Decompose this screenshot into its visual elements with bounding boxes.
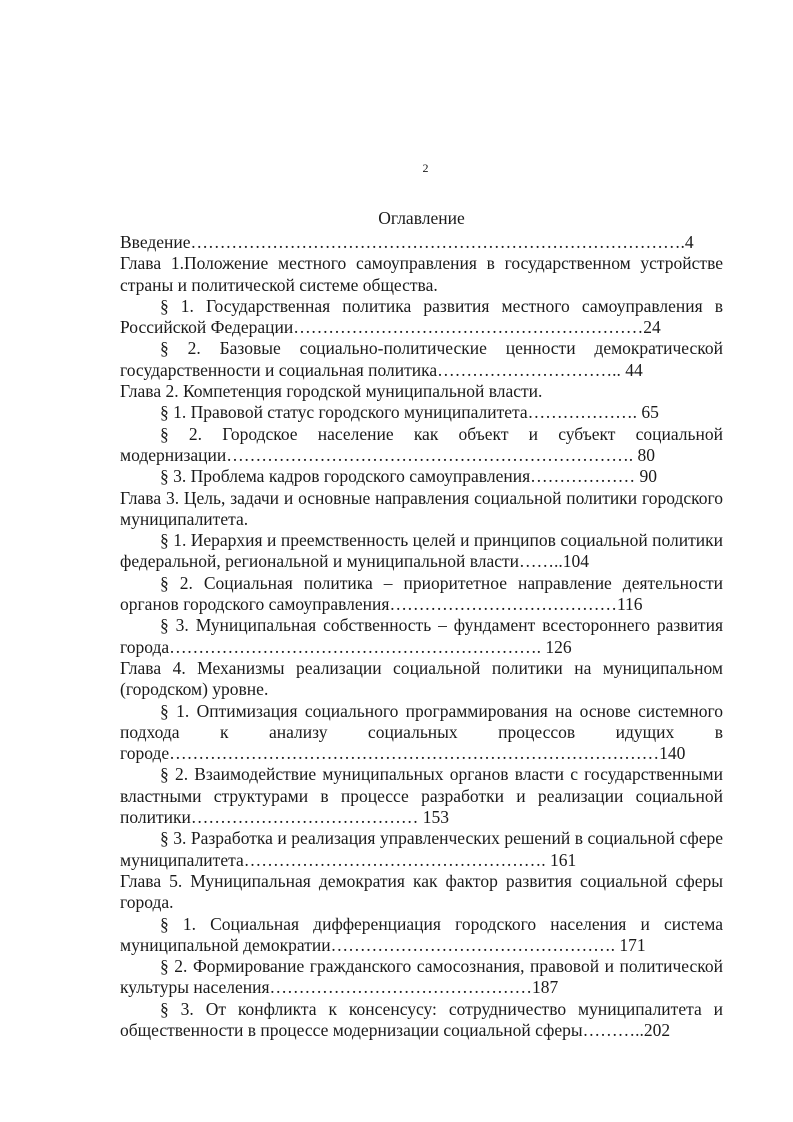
toc-entry-section: § 3. От конфликта к консенсусу: сотрудничество муниципалитета и общественности в процессе модернизации социальной сферы………..202 — [120, 998, 723, 1040]
table-of-contents — [120, 232, 723, 1041]
toc-entry-section: § 1. Социальная дифференциация городского населения и система муниципальной демократии…………………………………………. 171 — [120, 913, 723, 955]
toc-entry-section: § 3. Муниципальная собственность – фундамент всестороннего развития города………………………………………………………. 126 — [120, 615, 723, 657]
toc-entry-section: § 1. Иерархия и преемственность целей и принципов социальной политики федеральной, региональной и муниципальной власти……..104 — [120, 530, 723, 572]
toc-entry-section: § 2. Социальная политика – приоритетное направление деятельности органов городского самоуправления…………………………………116 — [120, 572, 723, 615]
toc-entry-section: § 2. Взаимодействие муниципальных органов власти с государственными властными структурами в процессе разработки и реализации социальной политики………………………………… 153 — [120, 764, 723, 828]
toc-entry-section: § 3. Проблема кадров городского самоуправления……………… 90 — [160, 466, 657, 487]
toc-entry-section: § 2. Базовые социально-политические ценности демократической государственности и социальная политика………………………….. 44 — [120, 338, 723, 380]
toc-entry-introduction: Введение………………………………………………………………………….4 — [120, 232, 694, 252]
toc-entry-section: § 2. Формирование гражданского самосознания, правовой и политической культуры населения………………………………………187 — [120, 956, 723, 998]
toc-entry-chapter-4: Глава 4. Механизмы реализации социальной политики на муниципальном (городском) уровне. — [120, 657, 723, 700]
toc-entry-chapter-3: Глава 3. Цель, задачи и основные направления социальной политики городского муниципалитета. — [120, 487, 723, 529]
page-number: 2 — [422, 161, 429, 175]
toc-entry-chapter-5: Глава 5. Муниципальная демократия как фактор развития социальной сферы города. — [120, 870, 723, 913]
toc-entry-section: § 1. Правовой статус городского муниципалитета………………. 65 — [160, 402, 659, 423]
toc-entry-section: § 2. Городское население как объект и субъект социальной модернизации……………………………………………………………. 80 — [120, 423, 723, 465]
toc-entry-section: § 3. Разработка и реализация управленческих решений в социальной сфере муниципалитета……………………………………………. 161 — [120, 828, 723, 870]
toc-entry-chapter-2: Глава 2. Компетенция городской муниципальной власти. — [120, 381, 543, 402]
toc-entry-section: § 1. Государственная политика развития местного самоуправления в Российской Федерации……………………………………………………24 — [120, 295, 723, 338]
toc-entry-chapter-1: Глава 1.Положение местного самоуправления в государственном устройстве страны и политической системе общества. — [120, 253, 723, 295]
toc-title: Оглавление — [378, 208, 465, 228]
toc-entry-section: § 1. Оптимизация социального программирования на основе системного подхода к анализу социальных процессов идущих в городе…………………………………………………………………………140 — [120, 700, 723, 764]
